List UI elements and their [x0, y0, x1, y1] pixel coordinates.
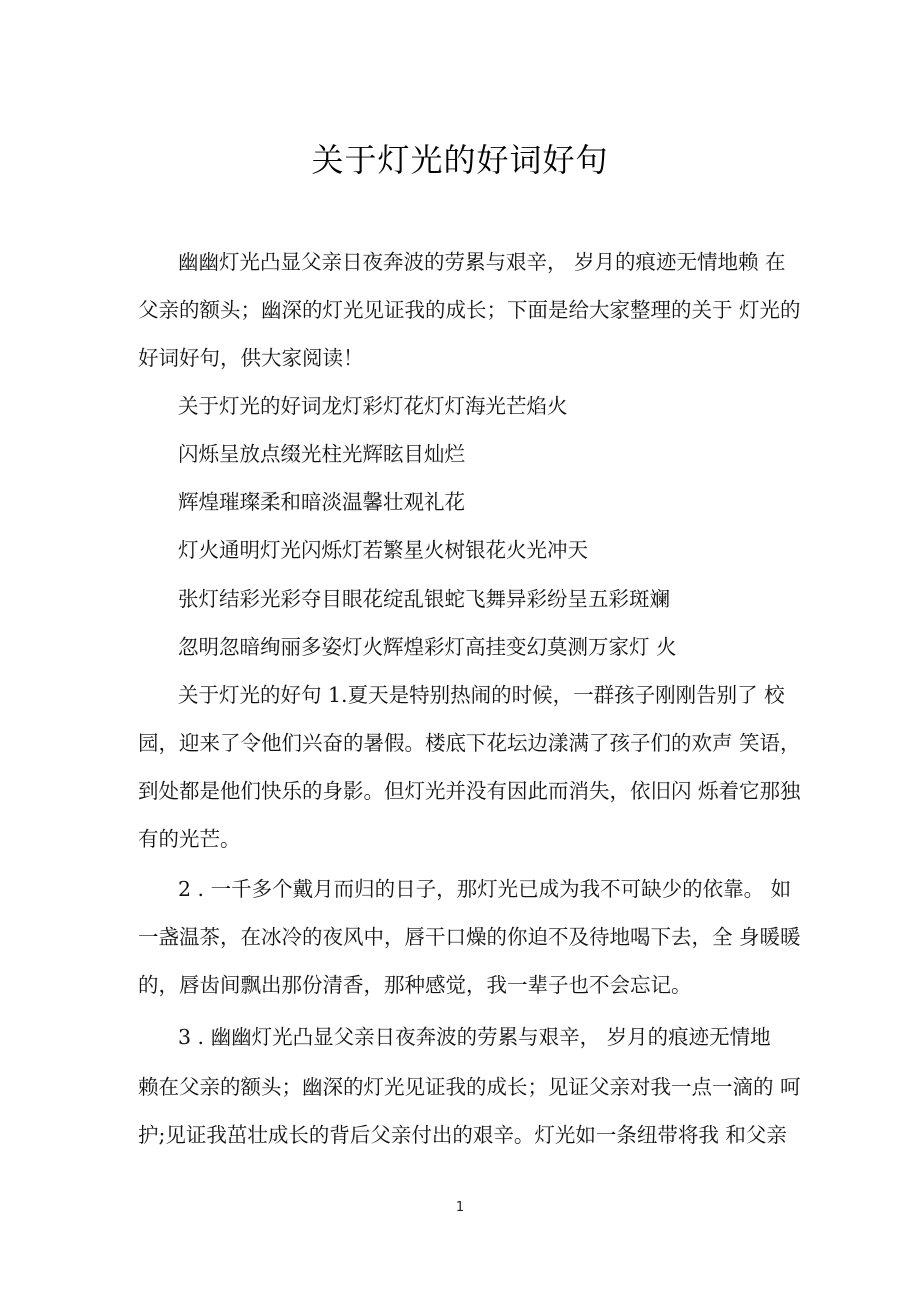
paragraph-line: 赖在父亲的额头；幽深的灯光见证我的成长；见证父亲对我一点一滴的 呵 [138, 1075, 801, 1099]
word-list-line: 张灯结彩光彩夺目眼花绽乱银蛇飞舞异彩纷呈五彩斑斓 [178, 587, 670, 611]
paragraph-line: 关于灯光的好句 1.夏天是特别热闹的时候，一群孩子刚刚告别了 校 [178, 683, 785, 707]
page-title: 关于灯光的好词好句 [311, 141, 609, 179]
paragraph-line: 一盏温茶，在冰冷的夜风中，唇干口燥的你迫不及待地喝下去，全 身暖暖 [138, 925, 801, 949]
paragraph-line: 好词好句，供大家阅读！ [138, 346, 364, 370]
page-number: 1 [455, 1200, 465, 1215]
word-list-line: 灯火通明灯光闪烁灯若繁星火树银花火光冲天 [178, 538, 588, 562]
paragraph-line: 父亲的额头；幽深的灯光见证我的成长；下面是给大家整理的关于 灯光的 [138, 298, 801, 322]
paragraph-line: 幽幽灯光凸显父亲日夜奔波的劳累与艰辛， 岁月的痕迹无情地赖 在 [178, 250, 786, 274]
paragraph-line: 护;见证我茁壮成长的背后父亲付出的艰辛。灯光如一条纽带将我 和父亲 [138, 1123, 787, 1147]
paragraph-line: 到处都是他们快乐的身影。但灯光并没有因此而消失，依旧闪 烁着它那独 [138, 779, 801, 803]
word-list-line: 闪烁呈放点缀光柱光辉眩目灿烂 [178, 442, 465, 466]
paragraph-line: 2 . 一千多个戴月而归的日子，那灯光已成为我不可缺少的依靠。 如 [178, 877, 792, 901]
word-list-line: 关于灯光的好词龙灯彩灯花灯灯海光芒焰火 [178, 394, 568, 418]
word-list-line: 辉煌璀璨柔和暗淡温馨壮观礼花 [178, 490, 465, 514]
paragraph-line: 园，迎来了令他们兴奋的暑假。楼底下花坛边漾满了孩子们的欢声 笑语， [138, 731, 801, 755]
word-list-line: 忽明忽暗绚丽多姿灯火辉煌彩灯高挂变幻莫测万家灯 火 [178, 635, 677, 659]
paragraph-line: 有的光芒。 [138, 827, 241, 851]
paragraph-line: 的，唇齿间飘出那份清香，那种感觉，我一辈子也不会忘记。 [138, 973, 692, 997]
paragraph-line: 3 . 幽幽灯光凸显父亲日夜奔波的劳累与艰辛， 岁月的痕迹无情地 [178, 1025, 771, 1049]
